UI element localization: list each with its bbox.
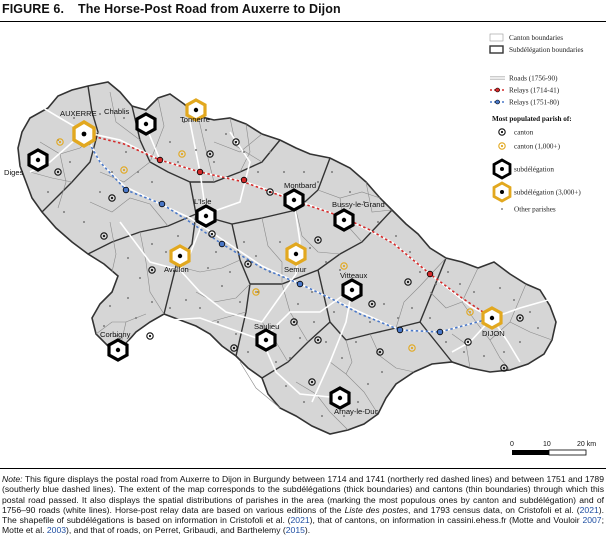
- hex-lisle: [197, 206, 215, 226]
- label-saulieu: Saulieu: [254, 322, 280, 331]
- note-text-3: ). The shapefile of subdélégations is based on information in Cristofoli et al. (: [2, 504, 605, 526]
- note-ref-1[interactable]: 2021: [579, 504, 599, 515]
- map-legend: [490, 34, 584, 214]
- legend-canton-label: Canton boundaries: [509, 34, 564, 42]
- legend-subdelegation-swatch: [490, 46, 503, 53]
- hex-dijon: [483, 308, 501, 328]
- legend-parish-heading: Most populated parish of:: [492, 115, 572, 123]
- label-arnay: Arnay-le-Duc: [334, 407, 379, 416]
- label-montbard: Montbard: [284, 181, 317, 190]
- hex-bussy: [335, 210, 353, 230]
- bottom-rule: [0, 468, 606, 469]
- scale-tick-0: 0: [510, 441, 514, 448]
- legend-blue-label: Relays (1751-80): [509, 98, 560, 107]
- label-lisle: L'Isle: [194, 197, 212, 206]
- legend-canton-item-label: canton: [514, 128, 534, 137]
- figure-label: FIGURE 6.: [2, 2, 65, 16]
- legend-canton-swatch: [490, 34, 503, 41]
- label-semur: Semur: [284, 265, 307, 274]
- label-chablis: Chablis: [104, 107, 130, 116]
- hex-avallon: [171, 246, 189, 266]
- legend-red-dot: [496, 88, 500, 92]
- legend-subdelegation-icon-dot: [500, 167, 504, 171]
- label-diges: Diges: [4, 168, 24, 177]
- legend-canton-icon-dot: [501, 131, 503, 133]
- legend-subdelegation-3000-label: subdélégation (3,000+): [514, 188, 581, 197]
- figure-title-text: The Horse-Post Road from Auxerre to Dijon: [78, 2, 341, 16]
- legend-blue-dot: [496, 100, 500, 104]
- note-text-5: ; Motte et al.: [2, 515, 604, 536]
- figure-note: [2, 474, 604, 536]
- scale-tick-20: 20 km: [577, 441, 597, 448]
- map-panel: [0, 22, 606, 468]
- legend-subdelegation-3000-icon-dot: [500, 190, 504, 194]
- hex-arnay: [331, 388, 349, 408]
- hex-diges: [29, 150, 47, 170]
- label-vitteaux: Vitteaux: [340, 271, 368, 280]
- note-text-4: ), that of cantons, on information in cassini.ehess.fr (Motte and Vouloir: [309, 515, 583, 526]
- hex-saulieu: [257, 330, 275, 350]
- label-corbigny: Corbigny: [100, 330, 131, 339]
- note-text-7: ).: [304, 525, 311, 536]
- hex-corbigny: [109, 340, 127, 360]
- label-auxerre: AUXERRE: [60, 109, 97, 118]
- legend-canton-1000-icon-dot: [501, 145, 503, 147]
- note-ref-5[interactable]: 2015: [285, 525, 305, 536]
- note-italic-title: Liste des postes: [344, 504, 408, 515]
- note-text-1: This figure displays the postal road from Auxerre to Dijon in Burgundy between 1714 and 1741 (northerly red dashed lines) and between 1751 and 1789 (southerly blue dashed lines). The extent of the map corresponds to the subdélégations (thick boundaries) and cantons (thin boundaries) through which this postal road passed. It also displays the spatial distributions of parishes in the area (marking the most populous ones by canton and subdélégation) and of 1756–90 roads (white lines). Horse-post relay data are based on various editions of the: [2, 474, 604, 515]
- note-text-6: ), and that of roads, on Perret, Gribaudi, and Barthelemy (: [66, 525, 286, 536]
- hex-semur: [287, 244, 305, 264]
- hex-chablis: [137, 114, 155, 134]
- legend-other-label: Other parishes: [514, 205, 556, 214]
- hex-vitteaux: [343, 280, 361, 300]
- note-label: Note:: [2, 474, 23, 484]
- hex-montbard: [285, 190, 303, 210]
- label-tonnerre: Tonnerre: [180, 115, 210, 124]
- note-text-2: , and 1793 census data, on Cristofoli et al. (: [408, 504, 580, 515]
- note-ref-2[interactable]: 2021: [290, 515, 310, 526]
- scale-tick-10: 10: [543, 441, 551, 448]
- note-ref-3[interactable]: 2007: [582, 515, 602, 526]
- legend-canton-1000-label: canton (1,000+): [514, 142, 560, 151]
- legend-subdelegation-label: Subdélégation boundaries: [509, 46, 584, 54]
- legend-subdelegation-item-label: subdélégation: [514, 165, 554, 174]
- legend-roads-label: Roads (1756-90): [509, 74, 558, 83]
- label-avallon: Avallon: [164, 265, 189, 274]
- figure-title: [2, 2, 341, 16]
- legend-other-icon: [501, 208, 503, 210]
- label-dijon: DIJON: [482, 329, 505, 338]
- label-bussy: Bussy-le-Grand: [332, 200, 385, 209]
- scale-segment-1: [512, 450, 549, 455]
- scale-bar: [510, 441, 596, 455]
- note-ref-4[interactable]: 2003: [46, 525, 67, 536]
- hex-auxerre: [74, 122, 94, 146]
- scale-segment-2: [549, 450, 586, 455]
- legend-red-label: Relays (1714-41): [509, 86, 560, 95]
